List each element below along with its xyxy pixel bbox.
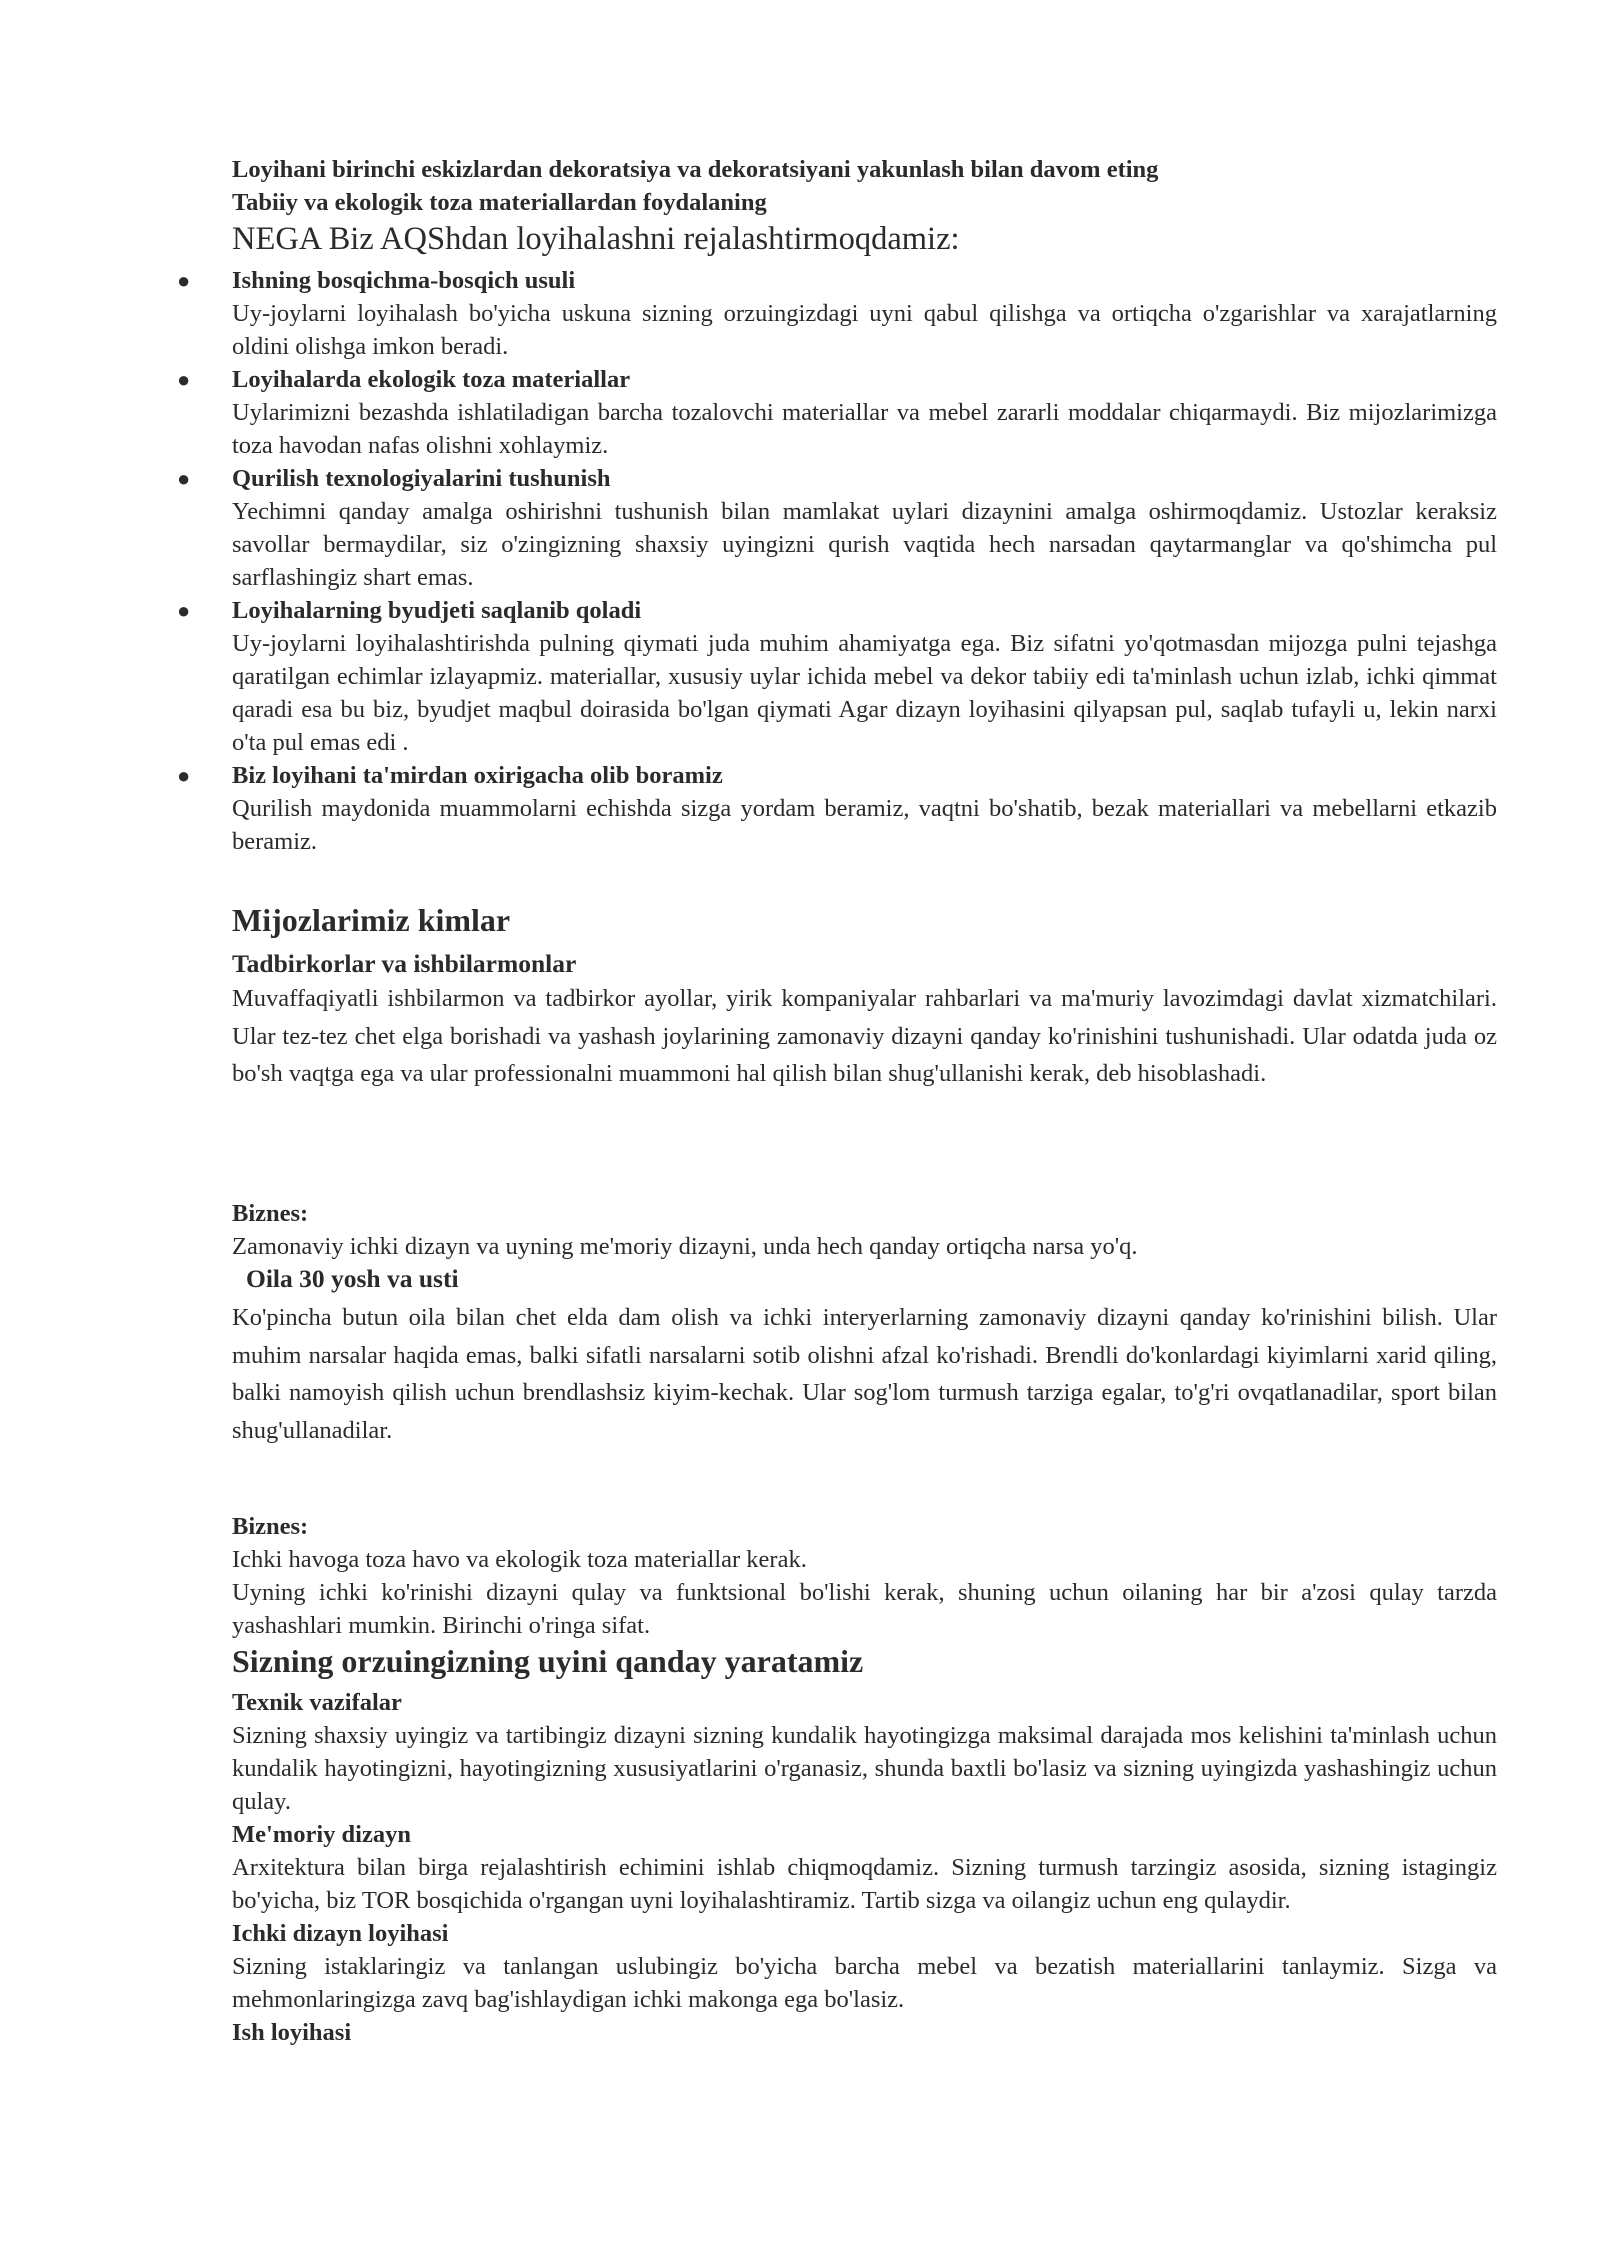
feature-heading: Qurilish texnologiyalarini tushunish [232,465,611,492]
bullet-icon: ● [177,466,191,491]
bullet-icon: ● [177,598,191,623]
section-heading: Ish loyihasi [232,2019,352,2046]
feature-heading: Loyihalarning byudjeti saqlanib qoladi [232,597,642,624]
feature-heading: Biz loyihani ta'mirdan oxirigacha olib boramiz [232,762,723,789]
family-text: Ko'pincha butun oila bilan chet elda dam olish va ichki interyerlarning zamonaviy dizayni qanday ko'rinishini bilish. Ular muhim narsalar haqida emas, balki sifatli narsalarni sotib olishni afzal ko'rishadi. Brendli do'konlardagi kiyimlarni xarid qiling, balki namoyish qilish uchun brendlashsiz kiyim-kechak. Ular sog'lom turmush tarziga egalar, to'g'ri ovqatlanadilar, sport bilan shug'ullanadilar. [232,1304,1497,1444]
list-item [177,594,1497,759]
family-block [232,1263,1497,1449]
entrepreneurs-text: Muvaffaqiyatli ishbilarmon va tadbirkor ayollar, yirik kompaniyalar rahbarlari va ma'muriy lavozimdagi davlat xizmatchilari. Ular tez-tez chet elga borishadi va yashash joylarining zamonaviy dizayni qanday ko'rinishini tushunishadi. Ular odatda juda oz bo'sh vaqtga ega va ular professionalni muammoni hal qilish bilan shug'ullanishi kerak, deb hisoblashadi. [232,985,1497,1087]
howto-sections [232,1686,1497,2049]
feature-text: Uylarimizni bezashda ishlatiladigan barcha tozalovchi materiallar va mebel zararli moddalar chiqarmaydi. Biz mijozlarimizga toza havodan nafas olishni xohlaymiz. [232,399,1497,459]
business-text: Zamonaviy ichki dizayn va uyning me'moriy dizayni, unda hech qanday ortiqcha narsa yo'q. [232,1233,1138,1260]
intro-line: Loyihani birinchi eskizlardan dekoratsiya va dekoratsiyani yakunlash bilan davom eting [232,156,1159,183]
clients-title: Mijozlarimiz kimlar [232,902,511,938]
entrepreneurs-heading: Tadbirkorlar va ishbilarmonlar [232,949,577,978]
feature-text: Yechimni qanday amalga oshirishni tushunish bilan mamlakat uylari dizaynini amalga oshirmoqdamiz. Ustozlar keraksiz savollar bermaydilar, siz o'zingizning shaxsiy uyingizni qurish vaqtida hech narsadan qaytarmanglar va qo'shimcha pul sarflashingiz shart emas. [232,498,1497,591]
feature-text: Uy-joylarni loyihalash bo'yicha uskuna sizning orzuingizdagi uyni qabul qilishga va ortiqcha o'zgarishlar va xarajatlarning oldini olishga imkon beradi. [232,300,1497,360]
intro-line: Tabiiy va ekologik toza materiallardan foydalaning [232,189,767,216]
feature-text: Uy-joylarni loyihalashtirishda pulning qiymati juda muhim ahamiyatga ega. Biz sifatni yo'qotmasdan mijozga pulni tejashga qaratilgan echimlar izlayapmiz. materiallar, xususiy uylar ichida mebel va dekor tabiiy edi ta'minlash uchun izlab, ichki qimmat qaradi esa bu biz, byudjet maqbul doirasida bo'lgan qiymati Agar dizayn loyihasini qilyapsan pul, saqlab tufayli u, lekin narxi o'ta pul emas edi . [232,630,1497,756]
list-item [177,462,1497,594]
family-business [232,1510,1497,1642]
business-label: Biznes: [232,1513,309,1540]
list-item [177,759,1497,858]
business-text: Uyning ichki ko'rinishi dizayni qulay va funktsional bo'lishi kerak, shuning uchun oilaning har bir a'zosi qulay tarzda yashashlari mumkin. Birinchi o'ringa sifat. [232,1579,1497,1639]
feature-heading: Ishning bosqichma-bosqich usuli [232,267,576,294]
list-item [177,264,1497,363]
business-text: Ichki havoga toza havo va ekologik toza materiallar kerak. [232,1546,807,1573]
business-label: Biznes: [232,1200,309,1227]
section-text: Sizning istaklaringiz va tanlangan uslubingiz bo'yicha barcha mebel va bezatish materiallarini tanlaymiz. Sizga va mehmonlaringizga zavq bag'ishlaydigan ichki makonga ega bo'lasiz. [232,1953,1497,2013]
section-text: Sizning shaxsiy uyingiz va tartibingiz dizayni sizning kundalik hayotingizga maksimal darajada mos kelishini ta'minlash uchun kundalik hayotingizni, hayotingizning xususiyatlarini o'rganasiz, shunda baxtli bo'lasiz va sizning uyingizda yashashingiz uchun qulay. [232,1722,1497,1815]
bullet-icon: ● [177,367,191,392]
entrepreneurs-business [232,1197,1497,1263]
entrepreneurs-block [232,948,1497,1093]
howto-title: Sizning orzuingizning uyini qanday yaratamiz [232,1643,864,1679]
feature-text: Qurilish maydonida muammolarni echishda sizga yordam beramiz, vaqtni bo'shatib, bezak materiallari va mebellarni etkazib beramiz. [232,795,1497,855]
bullet-icon: ● [177,268,191,293]
section-heading: Texnik vazifalar [232,1689,402,1716]
section-heading: Me'moriy dizayn [232,1821,411,1848]
section-text: Arxitektura bilan birga rejalashtirish echimini ishlab chiqmoqdamiz. Sizning turmush tarzingiz asosida, sizning istagingiz bo'yicha, biz TOR bosqichida o'rgangan uyni loyihalashtiramiz. Tartib sizga va oilangiz uchun eng qulaydir. [232,1854,1497,1914]
feature-heading: Loyihalarda ekologik toza materiallar [232,366,631,393]
section-heading: Ichki dizayn loyihasi [232,1920,449,1947]
feature-list [177,264,1497,858]
family-heading: Oila 30 yosh va usti [246,1264,459,1293]
why-title: NEGA Biz AQShdan loyihalashni rejalashtirmoqdamiz: [232,221,960,257]
bullet-icon: ● [177,763,191,788]
intro-block [232,153,1497,219]
list-item [177,363,1497,462]
